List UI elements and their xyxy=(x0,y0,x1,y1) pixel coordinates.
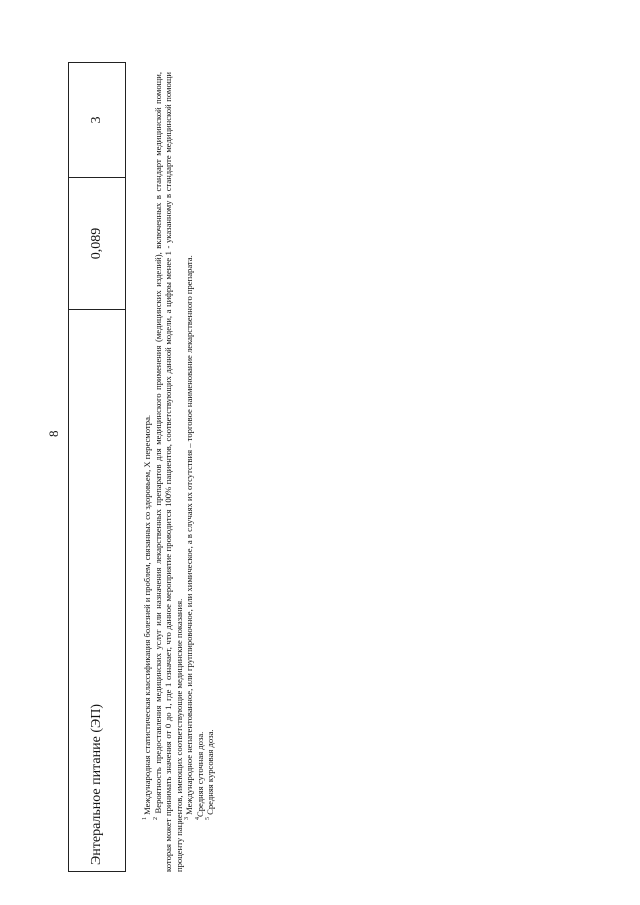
footnote-4 xyxy=(195,72,206,872)
footnote-mark: 4 xyxy=(194,817,201,820)
footnote-text: Средняя суточная доза. xyxy=(194,731,205,817)
footnote-mark: 1 xyxy=(142,817,149,820)
footnote-mark: 3 xyxy=(184,817,191,820)
footnote-1 xyxy=(142,72,153,872)
standard-table xyxy=(68,62,126,872)
footnote-text: Средняя курсовая доза. xyxy=(205,729,215,815)
footnote-mark: 5 xyxy=(205,817,212,820)
page-number: 8 xyxy=(46,430,61,437)
footnote-text: Вероятность предоставления медицинских услуг или назначения лекарственных препаратов для медицинского применения (медицинских изделий), включенных в стандарт медицинской помощи, которая может принимать значения от 0 до 1, где 1 означает, что данное мероприятие проводится 100% пациентов, соответствующих данной модели, а цифры менее 1 - указанному в стандарте медицинской помощи проценту пациентов, имеющих соответствующие медицинские показания. xyxy=(152,72,184,872)
table-cell-count: 3 xyxy=(89,116,104,124)
footnotes xyxy=(142,72,216,872)
footnote-text: Международное непатентованное, или группировочное, или химическое, а в случаях их отсутствия – торговое наименование лекарственного препарата. xyxy=(184,255,194,815)
rotated-content xyxy=(40,27,600,872)
footnote-2 xyxy=(153,72,185,872)
table-cell-name: Энтеральное питание (ЭП) xyxy=(69,309,125,871)
footnote-mark: 2 xyxy=(152,817,159,820)
footnote-text: Международная статистическая классификация болезней и проблем, связанных со здоровьем, X пересмотра. xyxy=(142,414,152,815)
table-cell-value: 0,089 xyxy=(69,177,125,309)
footnote-5 xyxy=(205,72,216,872)
footnote-3 xyxy=(184,72,195,872)
